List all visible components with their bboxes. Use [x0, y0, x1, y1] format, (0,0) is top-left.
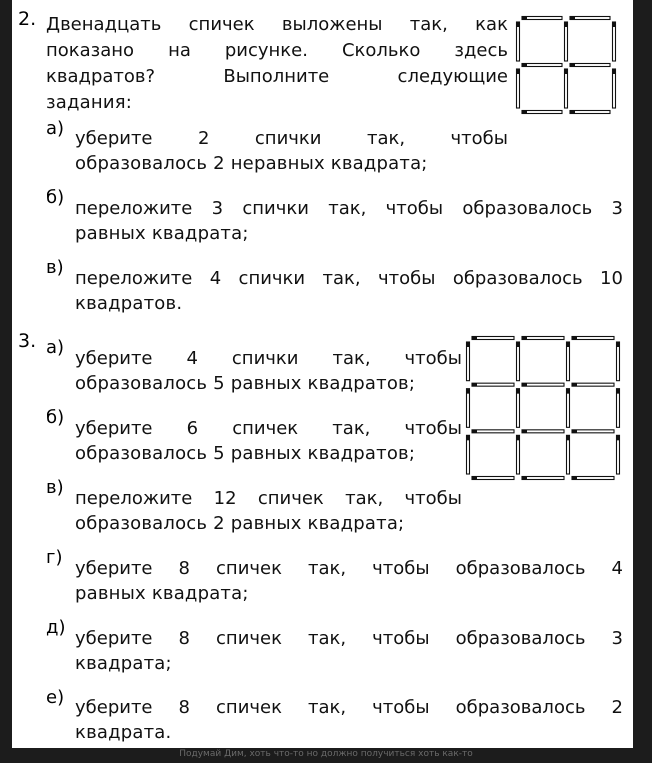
- problem-2-number: 2.: [18, 8, 37, 30]
- item-3a-label: а): [46, 337, 65, 358]
- matchstick: [565, 69, 568, 108]
- word: квадратов?: [46, 66, 156, 87]
- matchstick: [517, 342, 520, 381]
- word: так,: [328, 198, 367, 219]
- matchstick: [522, 337, 564, 340]
- word: 3: [611, 628, 623, 649]
- word: выложены: [281, 14, 383, 35]
- item-3b-label: б): [46, 407, 65, 428]
- word: 2: [197, 128, 210, 149]
- matchstick: [572, 383, 614, 386]
- item-2b-label: б): [46, 187, 65, 208]
- matchstick: [467, 435, 470, 474]
- matchstick: [522, 17, 562, 20]
- worksheet-page: [12, 0, 633, 748]
- item-3a-line-1: [75, 348, 462, 369]
- item-3c-line-2: образовалось 2 равных квадрата;: [75, 513, 405, 534]
- word: 4: [186, 348, 198, 369]
- word: спичек: [216, 558, 282, 579]
- word: показано: [46, 40, 135, 61]
- item-3b-line-1: [75, 418, 462, 439]
- word: спичек: [188, 14, 255, 35]
- word: спичек: [257, 488, 324, 509]
- word: переложите: [75, 268, 193, 289]
- matchstick: [522, 111, 562, 114]
- word: 3: [211, 198, 224, 219]
- word: чтобы: [404, 348, 462, 369]
- word: спички: [254, 128, 322, 149]
- word: чтобы: [377, 268, 436, 289]
- item-3d-label: г): [46, 547, 63, 568]
- problem-2-intro-line-2: [46, 40, 508, 61]
- matchstick: [570, 17, 610, 20]
- word: спички: [231, 348, 299, 369]
- word: образовалось: [452, 268, 583, 289]
- bottom-caption: Подумай Дим, хоть что-то но должно получиться хоть как-то: [179, 749, 473, 759]
- word: Выполните: [223, 66, 330, 87]
- word: 8: [178, 628, 190, 649]
- matchstick: [570, 111, 610, 114]
- item-2b-line-1: [75, 198, 623, 219]
- matchstick: [517, 389, 520, 428]
- word: спичек: [216, 628, 282, 649]
- matchstick: [570, 64, 610, 67]
- word: 6: [186, 418, 199, 439]
- matchstick: [522, 383, 564, 386]
- word: чтобы: [372, 697, 430, 718]
- word: образовалось: [455, 558, 586, 579]
- word: образовалось: [455, 628, 586, 649]
- word: так,: [308, 628, 347, 649]
- item-2a-label: а): [46, 118, 65, 139]
- item-3b-line-2: образовалось 5 равных квадратов;: [75, 443, 416, 464]
- item-3e-line-1: [75, 628, 623, 649]
- word: уберите: [75, 558, 153, 579]
- item-3d-line-1: [75, 558, 623, 579]
- word: 4: [209, 268, 222, 289]
- word: переложите: [75, 488, 193, 509]
- item-3f-line-2: квадрата.: [75, 722, 172, 743]
- matchstick: [613, 22, 616, 61]
- item-2c-label: в): [46, 257, 64, 278]
- word: образовалось: [462, 198, 593, 219]
- item-2c-line-2: квадратов.: [75, 293, 183, 314]
- item-3f-line-1: [75, 697, 623, 718]
- word: так,: [366, 128, 406, 149]
- matchstick: [472, 477, 514, 480]
- word: 8: [178, 558, 190, 579]
- matchstick: [517, 435, 520, 474]
- item-3e-line-2: квадрата;: [75, 653, 172, 674]
- word: чтобы: [372, 558, 430, 579]
- word: чтобы: [450, 128, 508, 149]
- item-3c-label: в): [46, 477, 64, 498]
- word: уберите: [75, 418, 153, 439]
- matchstick: [613, 69, 616, 108]
- matchstick: [522, 64, 562, 67]
- item-2c-line-1: [75, 268, 623, 289]
- word: чтобы: [404, 418, 462, 439]
- word: так,: [409, 14, 448, 35]
- matchstick-figure-3x3: [464, 334, 622, 482]
- matchstick: [567, 435, 570, 474]
- problem-2-intro-line-4: задания:: [46, 92, 133, 113]
- item-3c-line-1: [75, 488, 462, 509]
- matchstick: [522, 477, 564, 480]
- problem-2-intro-line-3: [46, 66, 508, 87]
- word: уберите: [75, 128, 153, 149]
- word: переложите: [75, 198, 193, 219]
- word: спичек: [232, 418, 299, 439]
- word: уберите: [75, 348, 153, 369]
- word: чтобы: [404, 488, 462, 509]
- problem-3-number: 3.: [18, 330, 37, 352]
- matchstick: [572, 430, 614, 433]
- item-3f-label: е): [46, 687, 65, 708]
- word: рисунке.: [224, 40, 308, 61]
- word: так,: [345, 488, 384, 509]
- matchstick: [472, 383, 514, 386]
- item-2b-line-2: равных квадрата;: [75, 223, 249, 244]
- matchstick-figure-2x2: [514, 14, 618, 116]
- word: спичек: [216, 697, 282, 718]
- word: здесь: [454, 40, 508, 61]
- matchstick: [617, 389, 620, 428]
- matchstick: [567, 389, 570, 428]
- matchstick: [567, 342, 570, 381]
- matchstick: [472, 430, 514, 433]
- word: 4: [611, 558, 623, 579]
- matchstick: [617, 435, 620, 474]
- matchstick: [472, 337, 514, 340]
- word: Двенадцать: [46, 14, 162, 35]
- word: так,: [308, 697, 347, 718]
- matchstick: [572, 477, 614, 480]
- word: Сколько: [341, 40, 421, 61]
- word: спички: [238, 268, 306, 289]
- word: на: [168, 40, 191, 61]
- word: 3: [611, 198, 623, 219]
- word: следующие: [397, 66, 508, 87]
- matchstick: [617, 342, 620, 381]
- matchstick: [517, 69, 520, 108]
- word: 2: [611, 697, 623, 718]
- word: образовалось: [455, 697, 586, 718]
- item-3d-line-2: равных квадрата;: [75, 583, 249, 604]
- item-2a-line-1: [75, 128, 508, 149]
- item-3e-label: д): [46, 617, 66, 638]
- word: 8: [178, 697, 190, 718]
- item-3a-line-2: образовалось 5 равных квадратов;: [75, 373, 416, 394]
- item-2a-line-2: образовалось 2 неравных квадрата;: [75, 153, 428, 174]
- word: так,: [332, 348, 371, 369]
- matchstick: [572, 337, 614, 340]
- matchstick: [522, 430, 564, 433]
- word: спички: [242, 198, 309, 219]
- word: как: [475, 14, 508, 35]
- word: 10: [600, 268, 623, 289]
- problem-2-intro-line-1: [46, 14, 508, 35]
- word: уберите: [75, 697, 153, 718]
- matchstick: [467, 389, 470, 428]
- matchstick: [467, 342, 470, 381]
- word: так,: [322, 268, 361, 289]
- word: чтобы: [385, 198, 444, 219]
- word: так,: [308, 558, 347, 579]
- matchstick: [565, 22, 568, 61]
- matchstick: [517, 22, 520, 61]
- word: 12: [213, 488, 237, 509]
- word: так,: [332, 418, 371, 439]
- word: уберите: [75, 628, 153, 649]
- word: чтобы: [372, 628, 430, 649]
